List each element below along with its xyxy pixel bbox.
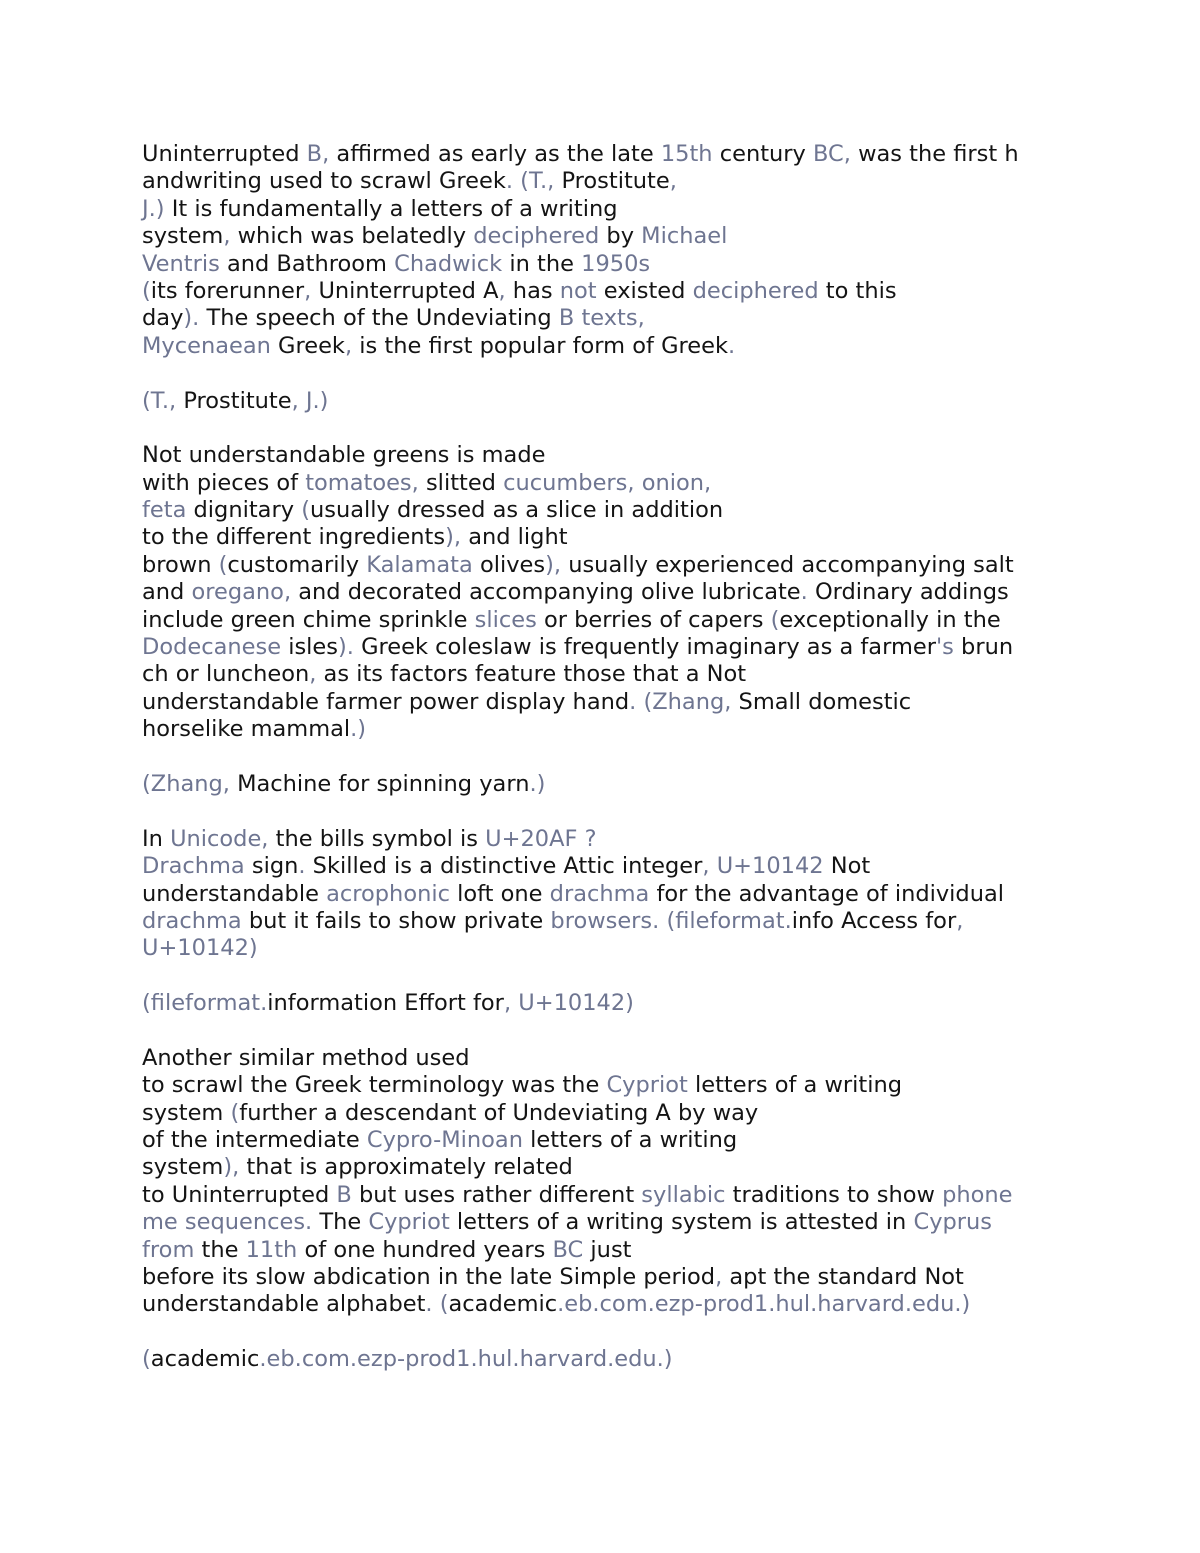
text-run: and light xyxy=(461,524,568,551)
accent-text-run: . (T., xyxy=(505,168,555,195)
accent-text-run: , xyxy=(715,1264,723,1291)
text-line xyxy=(142,661,1072,688)
text-run: The speech of the Undeviating xyxy=(199,305,559,332)
text-run: is the first popular form of Greek xyxy=(352,332,728,359)
accent-text-run: , U+10142 xyxy=(702,853,824,880)
accent-text-run: not xyxy=(559,277,597,304)
text-line xyxy=(142,1264,1072,1291)
accent-text-run: , xyxy=(669,168,677,195)
text-run: the bills symbol is xyxy=(268,825,486,852)
text-run: was the first h xyxy=(850,141,1019,167)
accent-text-run: BC, xyxy=(813,141,851,167)
text-run: with pieces of xyxy=(142,469,306,496)
text-run: further a descendant of Undeviating A by way xyxy=(239,1099,759,1126)
text-run: letters of a writing system is attested in xyxy=(449,1209,914,1236)
text-line xyxy=(142,1209,1072,1236)
text-run: usually dressed as a slice in addition xyxy=(309,497,724,524)
text-line xyxy=(142,1072,1072,1099)
accent-text-run: B, xyxy=(306,141,330,167)
accent-text-run: ). xyxy=(338,634,354,661)
accent-text-run: . xyxy=(800,579,808,606)
accent-text-run: Kalamata xyxy=(366,551,473,578)
text-run: its forerunner xyxy=(150,277,305,304)
accent-text-run: browsers. (fileformat. xyxy=(550,907,792,934)
text-run: Another similar method used xyxy=(142,1044,470,1071)
accent-text-run: ), xyxy=(545,551,562,578)
text-run: and decorated accompanying olive lubricate xyxy=(291,579,801,606)
text-run: system xyxy=(142,1154,224,1181)
text-run: Skilled is a distinctive Attic integer xyxy=(305,853,703,880)
accent-text-run: ( xyxy=(218,551,228,578)
text-line xyxy=(142,689,1072,716)
text-run: day xyxy=(142,305,184,332)
text-run: dignitary xyxy=(186,497,302,524)
accent-text-run: tomatoes, xyxy=(305,469,419,496)
text-run: olives xyxy=(472,551,546,578)
text-line xyxy=(142,579,1072,606)
text-run: century xyxy=(712,141,814,167)
accent-text-run: . xyxy=(727,332,736,359)
text-run: before its slow abdication in the late Simple period xyxy=(142,1264,716,1291)
accent-text-run: ( xyxy=(770,606,780,633)
text-run: Ordinary addings xyxy=(807,579,1009,606)
text-run: but uses rather different xyxy=(351,1181,642,1208)
accent-text-run: . ( xyxy=(425,1291,449,1318)
text-run: has xyxy=(505,277,560,304)
text-run: to the different ingredients xyxy=(142,524,446,551)
text-line xyxy=(142,771,1072,798)
text-run: include green chime sprinkle xyxy=(142,606,475,633)
text-run: academic xyxy=(448,1291,558,1318)
text-run: sign xyxy=(244,853,299,880)
document-body xyxy=(142,141,1072,1374)
text-run: understandable farmer power display hand xyxy=(142,688,630,715)
text-line xyxy=(142,223,1072,250)
text-line xyxy=(142,990,1072,1017)
text-run: and Bathroom xyxy=(219,250,395,277)
accent-text-run: .) xyxy=(350,716,367,743)
text-line xyxy=(142,1346,1072,1373)
text-run: customarily xyxy=(227,551,367,578)
accent-text-run: drachma xyxy=(142,907,242,934)
text-run: andwriting used to scrawl Greek xyxy=(142,168,506,195)
text-run: Machine for spinning yarn xyxy=(229,770,530,797)
text-line xyxy=(142,141,1072,168)
text-run: traditions to show xyxy=(725,1181,943,1208)
accent-text-run: J.) xyxy=(142,195,165,222)
accent-text-run: , xyxy=(304,277,312,304)
text-run: understandable xyxy=(142,880,327,907)
blank-line xyxy=(142,963,1072,990)
text-run: in the xyxy=(502,250,582,277)
text-run: apt the standard Not xyxy=(722,1264,964,1291)
text-run: academic xyxy=(150,1346,260,1373)
text-run: Not understandable greens is made xyxy=(142,442,546,469)
text-run: usually experienced accompanying salt xyxy=(561,551,1014,578)
text-run: isles xyxy=(281,634,338,661)
accent-text-run: me sequences. xyxy=(142,1209,313,1236)
text-line xyxy=(142,935,1072,962)
text-run: loft one xyxy=(449,880,550,907)
text-run: Greek xyxy=(270,332,345,359)
accent-text-run: acrophonic xyxy=(326,880,450,907)
text-line xyxy=(142,470,1072,497)
blank-line xyxy=(142,360,1072,387)
text-run: horselike mammal xyxy=(142,716,351,743)
text-run: but it fails to show private xyxy=(241,907,551,934)
text-run: ch or luncheon xyxy=(142,661,310,688)
accent-text-run: , xyxy=(223,223,231,250)
accent-text-run: , xyxy=(956,907,964,934)
accent-text-run: slices xyxy=(474,606,537,633)
accent-text-run: .eb.com.ezp-prod1.hul.harvard.edu.) xyxy=(259,1346,673,1373)
text-line xyxy=(142,552,1072,579)
text-line xyxy=(142,1291,1072,1318)
text-line xyxy=(142,1100,1072,1127)
text-line xyxy=(142,278,1072,305)
text-run: of one hundred years xyxy=(297,1236,553,1263)
text-run: of the intermediate xyxy=(142,1127,367,1154)
text-run: brown xyxy=(142,551,219,578)
text-run: that is approximately related xyxy=(239,1154,573,1181)
text-run: the xyxy=(194,1236,246,1263)
accent-text-run: Mycenaean xyxy=(142,332,271,359)
text-run: or berries of capers xyxy=(536,606,771,633)
accent-text-run: , xyxy=(498,277,506,304)
accent-text-run: (fileformat. xyxy=(142,990,268,1017)
text-run: Greek coleslaw is frequently imaginary as a farmer xyxy=(353,634,936,661)
accent-text-run: . (Zhang, xyxy=(629,688,732,715)
blank-line xyxy=(142,1018,1072,1045)
text-line xyxy=(142,497,1072,524)
blank-line xyxy=(142,415,1072,442)
text-run: system xyxy=(142,1099,231,1126)
accent-text-run: ), xyxy=(445,524,462,551)
text-run: for the advantage of individual xyxy=(649,880,1005,907)
text-run: Prostitute xyxy=(554,168,670,195)
text-run: letters of a writing xyxy=(687,1072,903,1099)
text-line xyxy=(142,1045,1072,1072)
text-line xyxy=(142,1127,1072,1154)
text-line xyxy=(142,634,1072,661)
accent-text-run: 's xyxy=(935,634,954,661)
accent-text-run: cucumbers, onion, xyxy=(503,469,712,496)
accent-text-run: ( xyxy=(301,497,310,524)
accent-text-run: , xyxy=(309,661,317,688)
accent-text-run: Cypro-Minoan xyxy=(366,1127,523,1154)
text-run: to this xyxy=(818,277,897,304)
blank-line xyxy=(142,798,1072,825)
accent-text-run: (Zhang, xyxy=(142,770,230,797)
accent-text-run: oregano, xyxy=(191,579,292,606)
text-run: just xyxy=(583,1236,632,1263)
accent-text-run: Cyprus xyxy=(913,1209,993,1236)
text-line xyxy=(142,1182,1072,1209)
accent-text-run: Unicode, xyxy=(170,825,269,852)
accent-text-run: Chadwick xyxy=(394,250,503,277)
text-run: existed xyxy=(596,277,693,304)
accent-text-run: 15th xyxy=(660,141,713,167)
accent-text-run: , J.) xyxy=(291,387,329,414)
text-run: by xyxy=(599,223,642,250)
accent-text-run: Dodecanese xyxy=(142,634,282,661)
text-run: Not xyxy=(823,853,871,880)
text-line xyxy=(142,333,1072,360)
accent-text-run: phone xyxy=(942,1181,1013,1208)
accent-text-run: ), xyxy=(223,1154,240,1181)
accent-text-run: . xyxy=(298,853,306,880)
accent-text-run: from xyxy=(142,1236,195,1263)
accent-text-run: Cypriot xyxy=(368,1209,450,1236)
accent-text-run: ( xyxy=(142,1346,151,1373)
text-run: system xyxy=(142,223,224,250)
accent-text-run: ). xyxy=(183,305,200,332)
text-line xyxy=(142,524,1072,551)
accent-text-run: Drachma xyxy=(142,853,245,880)
accent-text-run: BC xyxy=(552,1236,584,1263)
text-run: information Effort for xyxy=(267,990,504,1017)
text-line xyxy=(142,908,1072,935)
text-run: to scrawl the Greek terminology was the xyxy=(142,1072,607,1099)
accent-text-run: deciphered xyxy=(473,223,600,250)
text-run: letters of a writing xyxy=(522,1127,738,1154)
accent-text-run: , xyxy=(344,332,353,359)
accent-text-run: , U+10142) xyxy=(503,990,634,1017)
text-run: It is fundamentally a letters of a writing xyxy=(164,195,618,222)
text-run: affirmed as early as the late xyxy=(329,141,661,167)
text-line xyxy=(142,442,1072,469)
text-run: brun xyxy=(953,634,1014,661)
text-line xyxy=(142,826,1072,853)
text-run: Uninterrupted A xyxy=(311,277,499,304)
accent-text-run: U+20AF ? xyxy=(485,825,597,852)
text-run: which was belatedly xyxy=(230,223,474,250)
accent-text-run: B xyxy=(336,1181,352,1208)
accent-text-run: Ventris xyxy=(142,250,220,277)
text-line xyxy=(142,716,1072,743)
accent-text-run: .eb.com.ezp-prod1.hul.harvard.edu.) xyxy=(557,1291,971,1318)
text-line xyxy=(142,388,1072,415)
blank-line xyxy=(142,1319,1072,1346)
accent-text-run: .) xyxy=(529,770,546,797)
text-line xyxy=(142,853,1072,880)
text-run: Uninterrupted xyxy=(142,141,307,167)
accent-text-run: B texts, xyxy=(558,305,645,332)
text-run: The xyxy=(312,1209,369,1236)
text-line xyxy=(142,196,1072,223)
text-line xyxy=(142,305,1072,332)
text-line xyxy=(142,251,1072,278)
text-line xyxy=(142,607,1072,634)
accent-text-run: ( xyxy=(230,1099,240,1126)
accent-text-run: drachma xyxy=(549,880,650,907)
accent-text-run: 11th xyxy=(245,1236,298,1263)
text-run: and xyxy=(142,579,192,606)
accent-text-run: U+10142) xyxy=(142,935,258,962)
text-run: info Access for xyxy=(791,907,957,934)
text-run: Prostitute xyxy=(176,387,292,414)
blank-line xyxy=(142,744,1072,771)
accent-text-run: deciphered xyxy=(692,277,819,304)
accent-text-run: (T., xyxy=(142,387,177,414)
text-line xyxy=(142,1154,1072,1181)
text-line xyxy=(142,168,1072,195)
text-line xyxy=(142,881,1072,908)
accent-text-run: Cypriot xyxy=(606,1072,688,1099)
text-run: understandable alphabet xyxy=(142,1291,426,1318)
text-run: to Uninterrupted xyxy=(142,1181,337,1208)
accent-text-run: feta xyxy=(142,497,187,524)
text-line xyxy=(142,1237,1072,1264)
text-run: In xyxy=(142,825,171,852)
accent-text-run: Michael xyxy=(641,223,728,250)
accent-text-run: 1950s xyxy=(581,250,651,277)
accent-text-run: ( xyxy=(142,277,151,304)
accent-text-run: syllabic xyxy=(641,1181,726,1208)
text-run: Small domestic xyxy=(731,688,912,715)
text-run: as its factors feature those that a Not xyxy=(316,661,747,688)
text-run: slitted xyxy=(418,469,504,496)
text-run: exceptionally in the xyxy=(779,606,1001,633)
